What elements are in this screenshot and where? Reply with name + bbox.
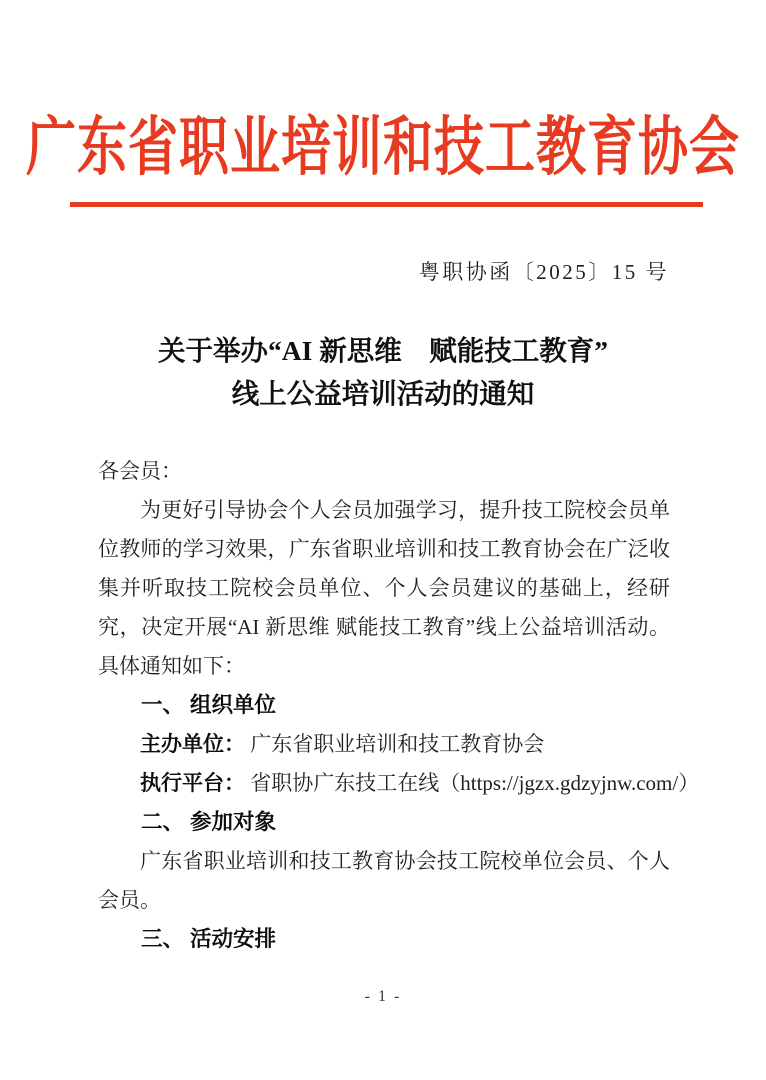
doc-title-line2: 线上公益培训活动的通知 <box>231 377 535 409</box>
field-label: 执行平台： <box>140 772 245 795</box>
header-divider-rule <box>70 202 703 207</box>
doc-title <box>0 330 766 415</box>
section-heading: 二、 参加对象 <box>141 810 276 834</box>
doc-title-line1: 关于举办“AI 新思维 赋能技工教育” <box>158 335 608 366</box>
section-heading: 三、 活动安排 <box>141 927 276 951</box>
doc-number: 粤职协函〔2025〕15 号 <box>418 260 669 284</box>
section-heading: 一、 组织单位 <box>141 693 276 717</box>
field-value: 省职协广东技工在线（https://jgzx.gdzyjnw.com/） <box>250 771 700 795</box>
page-number: - 1 - <box>364 988 402 1005</box>
field-label: 主办单位： <box>140 733 245 756</box>
doc-paragraphs <box>98 491 700 959</box>
salutation: 各会员： <box>98 459 182 483</box>
labeled-line <box>98 725 670 764</box>
labeled-line <box>98 764 700 803</box>
paragraph: 广东省职业培训和技工教育协会技工院校单位会员、个人会员。 <box>98 849 670 912</box>
org-name-header: 广东省职业培训和技工教育协会 <box>26 111 740 183</box>
doc-body <box>98 452 700 959</box>
field-value: 广东省职业培训和技工教育协会 <box>250 732 545 756</box>
paragraph: 为更好引导协会个人会员加强学习，提升技工院校会员单位教师的学习效果，广东省职业培训和技工教育协会在广泛收集并听取技工院校会员单位、个人会员建议的基础上，经研究，决定开展“AI 新思维 赋能技工教育”线上公益培训活动。具体通知如下： <box>98 498 670 678</box>
